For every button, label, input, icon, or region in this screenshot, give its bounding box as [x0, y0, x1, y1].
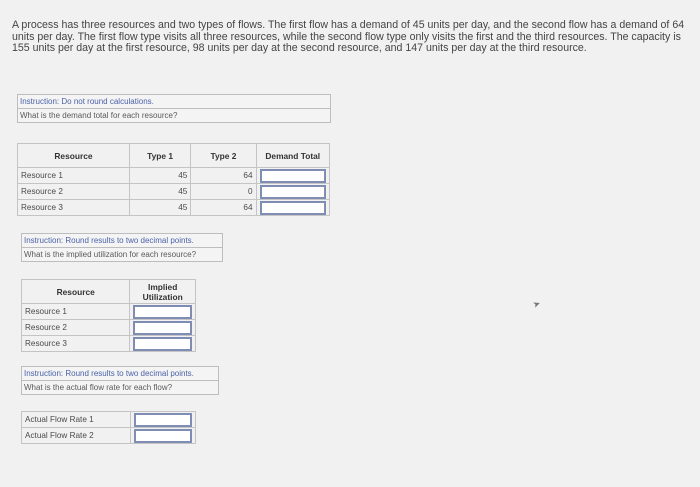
mouse-cursor-icon: ➤: [531, 298, 542, 311]
row-label: Resource 2: [18, 184, 130, 200]
question-text: What is the actual flow rate for each flow?: [24, 383, 173, 392]
utilization-table: [21, 279, 196, 352]
table-row: [22, 304, 196, 320]
instruction-label: Instruction:: [24, 369, 64, 378]
problem-statement: A process has three resources and two types of flows. The first flow has a demand of 45 units per day, and the second flow has a demand of 64 units per day. The first flow type visits all three resources, while the second flow type only visits the first and the third resources. The capacity is 155 units per day at the first resource, 98 units per day at the second resource, and 147 units per day at the third resource.: [12, 19, 685, 55]
utilization-input[interactable]: [133, 337, 192, 351]
table-row: [18, 168, 330, 184]
row-label: Resource 1: [18, 168, 130, 184]
header-type2: Type 2: [191, 144, 256, 168]
utilization-input[interactable]: [133, 305, 192, 319]
instruction-label: Instruction:: [20, 97, 60, 106]
type1-value: 45: [129, 168, 190, 184]
question-text: What is the implied utilization for each resource?: [24, 250, 197, 259]
type2-value: 64: [243, 171, 253, 180]
instruction-box-flow-rate: [21, 366, 219, 395]
demand-total-input[interactable]: [260, 185, 326, 199]
demand-table: [17, 143, 330, 216]
table-row: [22, 428, 196, 444]
row-label: Resource 1: [22, 304, 130, 320]
flow-rate-table: [21, 411, 196, 444]
row-label: Actual Flow Rate 1: [22, 412, 131, 428]
header-resource: Resource: [18, 144, 130, 168]
table-row: [22, 412, 196, 428]
instruction-text: Round results to two decimal points.: [65, 236, 194, 245]
question-text: What is the demand total for each resource?: [20, 111, 178, 120]
row-label: Resource 3: [18, 200, 130, 216]
row-label: Resource 2: [22, 320, 130, 336]
header-resource: Resource: [22, 280, 130, 304]
type1-value: 45: [129, 184, 190, 200]
table-row: [18, 200, 330, 216]
header-implied-utilization: Implied Utilization: [130, 280, 196, 304]
type2-value: 64: [243, 203, 253, 212]
table-row: [22, 336, 196, 352]
table-row: [22, 320, 196, 336]
demand-total-input[interactable]: [260, 169, 326, 183]
instruction-box-utilization: [21, 233, 223, 262]
instruction-text: Round results to two decimal points.: [65, 369, 194, 378]
flow-rate-input[interactable]: [134, 429, 192, 443]
flow-rate-input[interactable]: [134, 413, 192, 427]
header-type1: Type 1: [129, 144, 190, 168]
header-demand-total: Demand Total: [256, 144, 329, 168]
row-label: Actual Flow Rate 2: [22, 428, 131, 444]
instruction-label: Instruction:: [24, 236, 64, 245]
row-label: Resource 3: [22, 336, 130, 352]
table-row: [18, 184, 330, 200]
type2-value: 0: [247, 187, 253, 196]
instruction-text: Do not round calculations.: [61, 97, 154, 106]
type1-value: 45: [129, 200, 190, 216]
instruction-box-demand: [17, 94, 331, 123]
utilization-input[interactable]: [133, 321, 192, 335]
demand-total-input[interactable]: [260, 201, 326, 215]
